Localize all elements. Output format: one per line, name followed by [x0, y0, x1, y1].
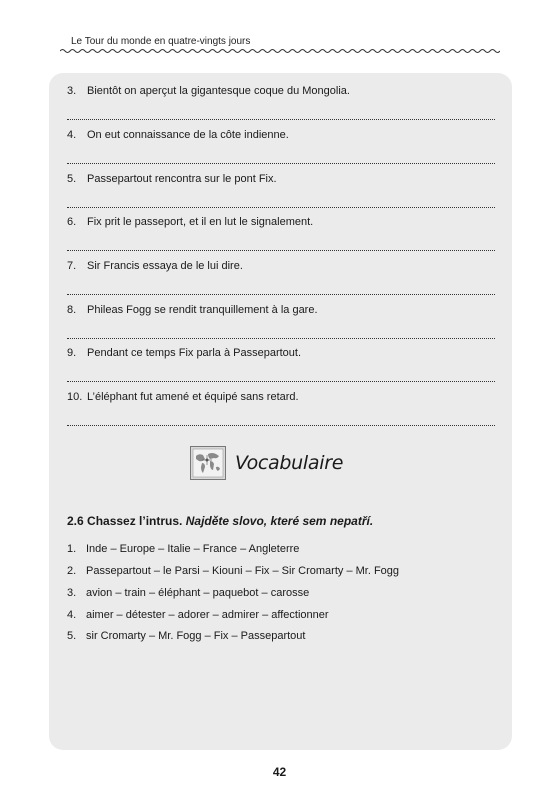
list-item: 3. avion – train – éléphant – paquebot – carosse [67, 587, 310, 599]
page-number: 42 [272, 765, 287, 779]
answer-line[interactable] [67, 207, 495, 208]
exercise-number: 2.6 [67, 514, 84, 528]
question-item: 9. Pendant ce temps Fix parla à Passepartout. [67, 347, 302, 359]
wavy-divider [60, 47, 500, 55]
question-item: 5. Passepartout rencontra sur le pont Fix. [67, 173, 277, 185]
exercise-instruction: Najděte slovo, které sem nepatří. [185, 514, 374, 528]
world-map-icon [190, 446, 226, 480]
list-item: 1. Inde – Europe – Italie – France – Angleterre [67, 543, 300, 555]
list-item: 5. sir Cromarty – Mr. Fogg – Fix – Passepartout [67, 630, 306, 642]
running-header: Le Tour du monde en quatre-vingts jours [71, 36, 251, 47]
list-item: 2. Passepartout – le Parsi – Kiouni – Fix – Sir Cromarty – Mr. Fogg [67, 565, 400, 577]
answer-line[interactable] [67, 163, 495, 164]
section-title: Vocabulaire [235, 452, 344, 474]
list-item: 4. aimer – détester – adorer – admirer – affectionner [67, 609, 329, 621]
question-item: 8. Phileas Fogg se rendit tranquillement à la gare. [67, 304, 318, 316]
vocabulary-section-header [190, 446, 343, 480]
question-item: 3. Bientôt on aperçut la gigantesque coque du Mongolia. [67, 85, 350, 97]
question-item: 4. On eut connaissance de la côte indienne. [67, 129, 289, 141]
answer-line[interactable] [67, 294, 495, 295]
answer-line[interactable] [67, 338, 495, 339]
question-item: 7. Sir Francis essaya de le lui dire. [67, 260, 243, 272]
question-item: 6. Fix prit le passeport, et il en lut le signalement. [67, 216, 314, 228]
exercise-heading [67, 514, 373, 528]
question-item: 10. L’éléphant fut amené et équipé sans retard. [67, 391, 299, 403]
answer-line[interactable] [67, 425, 495, 426]
exercise-title: Chassez l’intrus. [87, 514, 183, 528]
answer-line[interactable] [67, 381, 495, 382]
answer-line[interactable] [67, 250, 495, 251]
answer-line[interactable] [67, 119, 495, 120]
